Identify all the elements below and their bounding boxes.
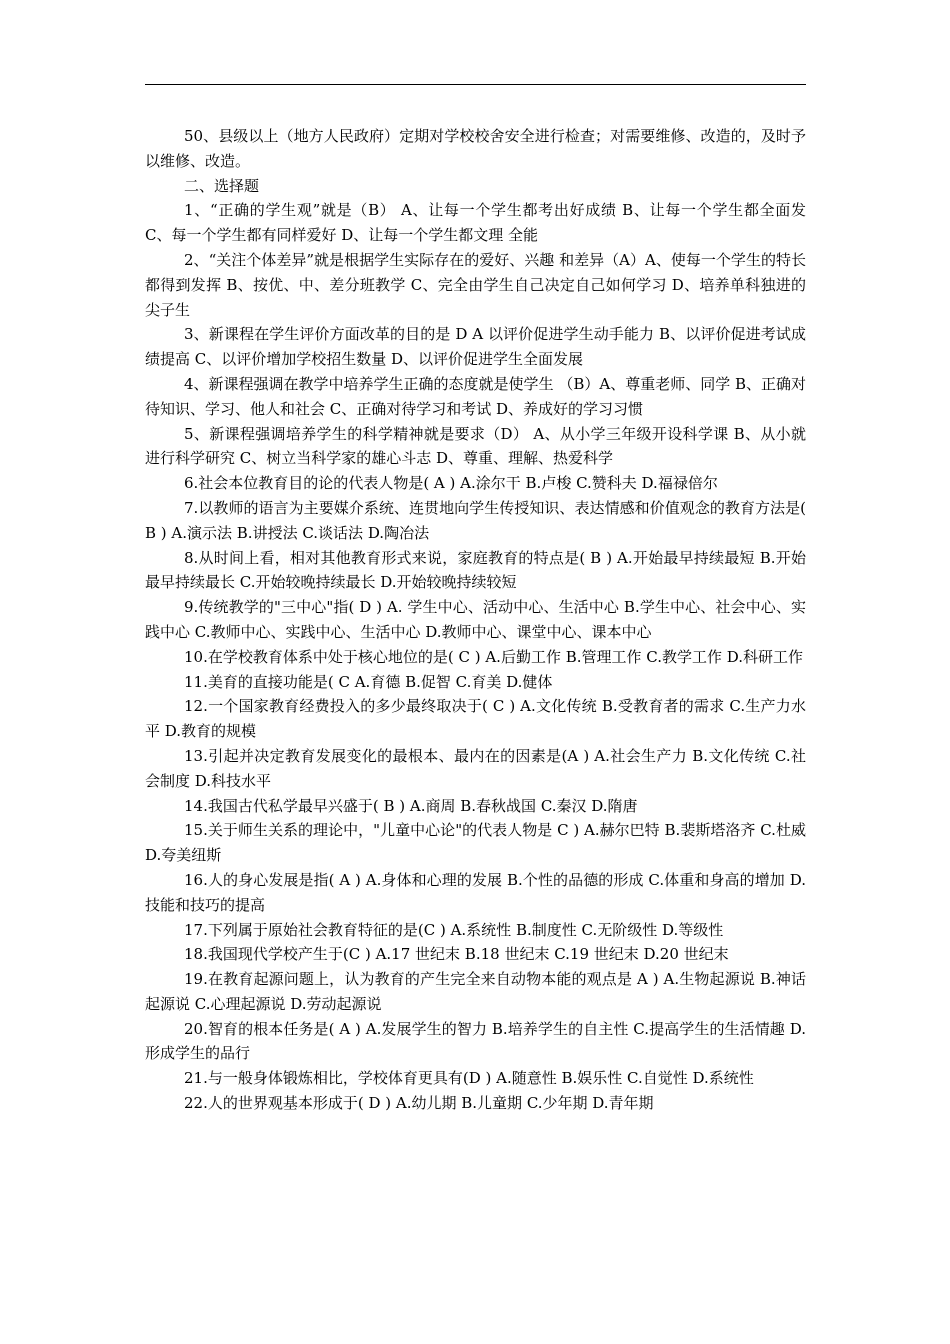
question-item: 5、新课程强调培养学生的科学精神就是要求（D） A、从小学三年级开设科学课 B、从小就进行科学研究 C、树立当科学家的雄心斗志 D、尊重、理解、热爱科学 [145, 424, 806, 468]
header-rule [145, 84, 806, 85]
question-item: 22.人的世界观基本形成于( D ) A.幼儿期 B.儿童期 C.少年期 D.青年期 [184, 1094, 654, 1113]
question-item: 13.引起并决定教育发展变化的最根本、最内在的因素是(A ) A.社会生产力 B.文化传统 C.社会制度 D.科技水平 [145, 746, 806, 790]
question-item: 21.与一般身体锻炼相比，学校体育更具有(D ) A.随意性 B.娱乐性 C.自觉性 D.系统性 [184, 1069, 754, 1088]
question-item: 18.我国现代学校产生于(C ) A.17 世纪末 B.18 世纪末 C.19 世纪末 D.20 世纪末 [184, 945, 729, 964]
section-title: 二、选择题 [184, 176, 260, 195]
question-item: 10.在学校教育体系中处于核心地位的是( C ) A.后勤工作 B.管理工作 C.教学工作 D.科研工作 [184, 647, 804, 666]
question-item: 12.一个国家教育经费投入的多少最终取决于( C ) A.文化传统 B.受教育者的需求 C.生产力水平 D.教育的规模 [145, 697, 806, 741]
question-item: 8.从时间上看，相对其他教育形式来说，家庭教育的特点是( B ) A.开始最早持续最短 B.开始最早持续最长 C.开始较晚持续最长 D.开始较晚持续较短 [145, 548, 806, 592]
question-item: 17.下列属于原始社会教育特征的是(C ) A.系统性 B.制度性 C.无阶级性 D.等级性 [184, 920, 724, 939]
question-item: 15.关于师生关系的理论中，"儿童中心论"的代表人物是 C ) A.赫尔巴特 B.裴斯塔洛齐 C.杜威 D.夸美纽斯 [145, 821, 806, 865]
question-item: 4、新课程强调在教学中培养学生正确的态度就是使学生 （B）A、尊重老师、同学 B、正确对待知识、学习、他人和社会 C、正确对待学习和考试 D、养成好的学习习惯 [145, 374, 806, 418]
question-item: 2、“关注个体差异”就是根据学生实际存在的爱好、兴趣 和差异（A）A、使每一个学生的特长都得到发挥 B、按优、中、差分班教学 C、完全由学生自己决定自己如何学习 D、培养单科独进的尖子生 [145, 250, 806, 319]
question-item: 19.在教育起源问题上，认为教育的产生完全来自动物本能的观点是 A ) A.生物起源说 B.神话起源说 C.心理起源说 D.劳动起源说 [145, 970, 806, 1013]
intro-paragraph: 50、县级以上（地方人民政府）定期对学校校舍安全进行检查；对需要维修、改造的，及时予以维修、改造。 [145, 127, 806, 170]
question-item: 9.传统教学的"三中心"指( D ) A. 学生中心、活动中心、生活中心 B.学生中心、社会中心、实践中心 C.教师中心、实践中心、生活中心 D.教师中心、课堂中心、课本中心 [145, 598, 806, 641]
question-item: 16.人的身心发展是指( A ) A.身体和心理的发展 B.个性的品德的形成 C.体重和身高的增加 D.技能和技巧的提高 [145, 870, 806, 914]
question-item: 1、“正确的学生观”就是（B） A、让每一个学生都考出好成绩 B、让每一个学生都全面发 C、每一个学生都有同样爱好 D、让每一个学生都文理 全能 [145, 201, 806, 245]
question-item: 3、新课程在学生评价方面改革的目的是 D A 以评价促进学生动手能力 B、以评价促进考试成绩提高 C、以评价增加学校招生数量 D、以评价促进学生全面发展 [145, 325, 806, 369]
question-item: 11.美育的直接功能是( C A.育德 B.促智 C.育美 D.健体 [184, 672, 553, 691]
question-item: 7.以教师的语言为主要媒介系统、连贯地向学生传授知识、表达情感和价值观念的教育方法是( B ) A.演示法 B.讲授法 C.谈话法 D.陶冶法 [145, 498, 806, 542]
question-item: 6.社会本位教育目的论的代表人物是( A ) A.涂尔干 B.卢梭 C.赞科夫 D.福禄倍尔 [184, 474, 718, 493]
question-item: 14.我国古代私学最早兴盛于( B ) A.商周 B.春秋战国 C.秦汉 D.隋唐 [184, 796, 638, 815]
document-body [145, 124, 806, 1116]
question-item: 20.智育的根本任务是( A ) A.发展学生的智力 B.培养学生的自主性 C.提高学生的生活情趣 D.形成学生的品行 [145, 1019, 806, 1063]
